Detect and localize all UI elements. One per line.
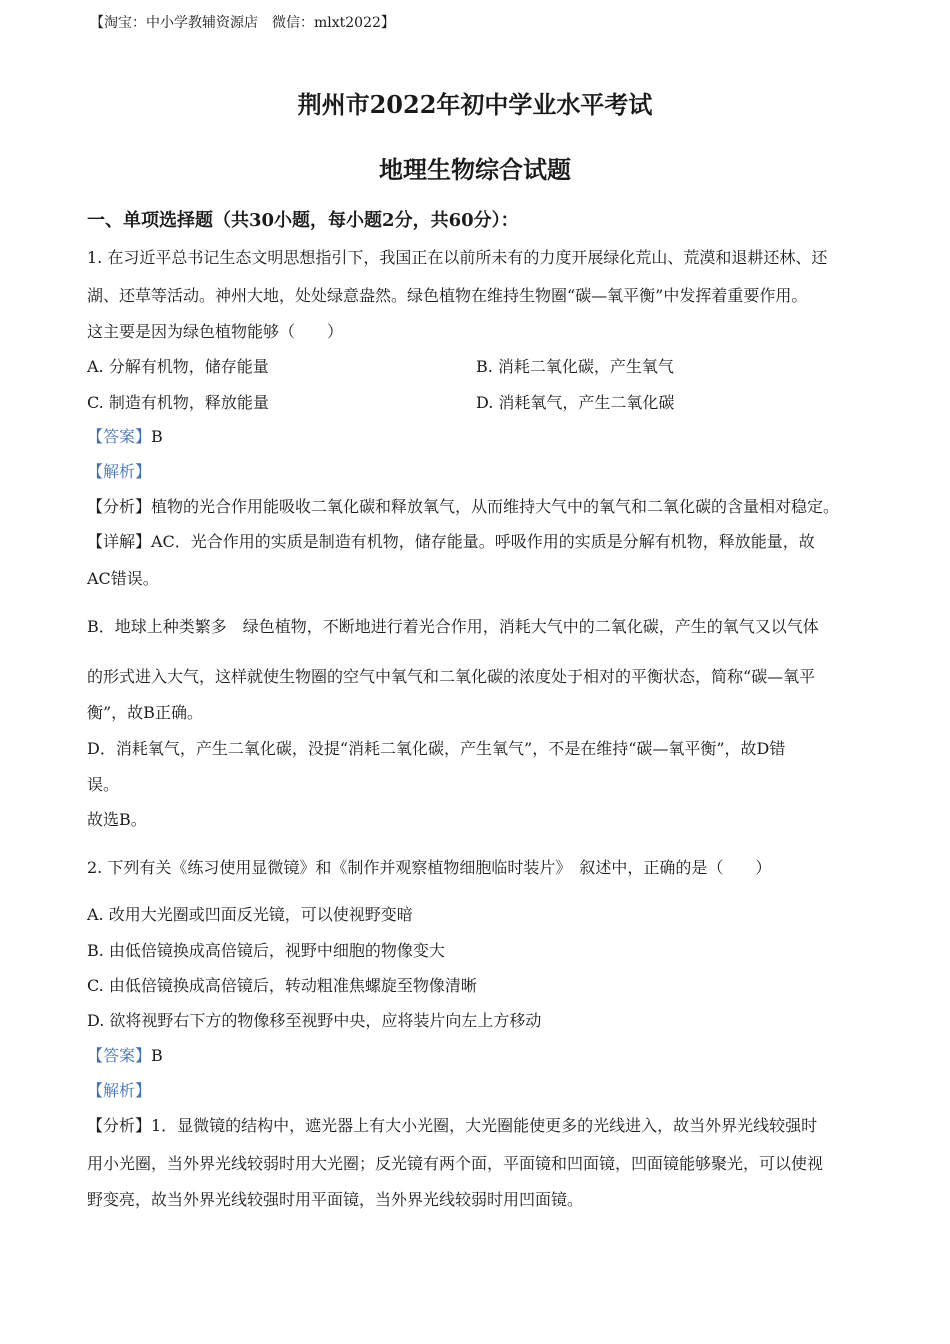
- header-note: 【淘宝：中小学教辅资源店 微信：mlxt2022】: [90, 15, 395, 31]
- answer-tag: 【答案】: [87, 1046, 152, 1065]
- exam-subtitle: 地理生物综合试题: [379, 155, 571, 184]
- q2-analysis-line: 野变亮，故当外界光线较强时用平面镜，当外界光线较弱时用凹面镜。: [87, 1190, 584, 1209]
- q1-detail-line: AC错误。: [87, 569, 159, 588]
- q1-option-a: A. 分解有机物，储存能量: [87, 357, 269, 376]
- q1-detail-line: B．地球上种类繁多 绿色植物，不断地进行着光合作用，消耗大气中的二氧化碳，产生的氧气又以气体: [87, 617, 819, 636]
- q2-analysis-line: 用小光圈，当外界光线较弱时用大光圈；反光镜有两个面，平面镜和凹面镜，凹面镜能够聚光，可以使视: [87, 1154, 824, 1173]
- q1-detail-line: 误。: [87, 775, 120, 794]
- q1-conclusion: 故选B。: [87, 810, 147, 829]
- q2-analysis-tag: 【解析】: [87, 1081, 152, 1100]
- q2-option-a: A. 改用大光圈或凹面反光镜，可以使视野变暗: [87, 905, 413, 924]
- q2-option-d: D. 欲将视野右下方的物像移至视野中央，应将装片向左上方移动: [87, 1011, 542, 1030]
- q1-stem-line: 湖、还草等活动。神州大地，处处绿意盎然。绿色植物在维持生物圈“碳—氧平衡”中发挥着重要作用。: [87, 286, 808, 305]
- q2-stem: 2. 下列有关《练习使用显微镜》和《制作并观察植物细胞临时装片》 叙述中，正确的是（ ）: [87, 858, 772, 877]
- q1-option-b: B. 消耗二氧化碳，产生氧气: [476, 357, 674, 376]
- q1-stem-line: 这主要是因为绿色植物能够（ ）: [87, 322, 344, 341]
- q1-detail-line: 【详解】AC．光合作用的实质是制造有机物，储存能量。呼吸作用的实质是分解有机物，释放能量，故: [87, 532, 815, 551]
- q1-detail-line: 的形式进入大气，这样就使生物圈的空气中氧气和二氧化碳的浓度处于相对的平衡状态，简称“碳—氧平: [87, 667, 816, 686]
- section-heading: 一、单项选择题（共30小题，每小题2分，共60分）：: [87, 210, 519, 231]
- q1-analysis-text: 【分析】植物的光合作用能吸收二氧化碳和释放氧气，从而维持大气中的氧气和二氧化碳的含量相对稳定。: [87, 497, 840, 516]
- answer-value: B: [151, 1046, 163, 1065]
- q1-detail-line: 衡”，故B正确。: [87, 703, 203, 722]
- exam-title: 荆州市2022年初中学业水平考试: [297, 90, 653, 119]
- q2-analysis-line: 【分析】1．显微镜的结构中，遮光器上有大小光圈，大光圈能使更多的光线进入，故当外界光线较强时: [87, 1116, 818, 1135]
- q1-option-c: C. 制造有机物，释放能量: [87, 393, 269, 412]
- answer-tag: 【答案】: [87, 427, 152, 446]
- q2-option-b: B. 由低倍镜换成高倍镜后，视野中细胞的物像变大: [87, 941, 445, 960]
- q2-answer: [87, 1046, 163, 1066]
- q1-answer: [87, 427, 163, 447]
- q1-option-d: D. 消耗氧气，产生二氧化碳: [476, 393, 675, 412]
- answer-value: B: [151, 427, 163, 446]
- q1-stem-line: 1. 在习近平总书记生态文明思想指引下，我国正在以前所未有的力度开展绿化荒山、荒漠和退耕还林、还: [87, 248, 828, 267]
- q1-analysis-tag: 【解析】: [87, 462, 152, 481]
- q2-option-c: C. 由低倍镜换成高倍镜后，转动粗准焦螺旋至物像清晰: [87, 976, 477, 995]
- q1-detail-line: D．消耗氧气，产生二氧化碳，没提“消耗二氧化碳，产生氧气”，不是在维持“碳—氧平衡”，故D错: [87, 739, 786, 758]
